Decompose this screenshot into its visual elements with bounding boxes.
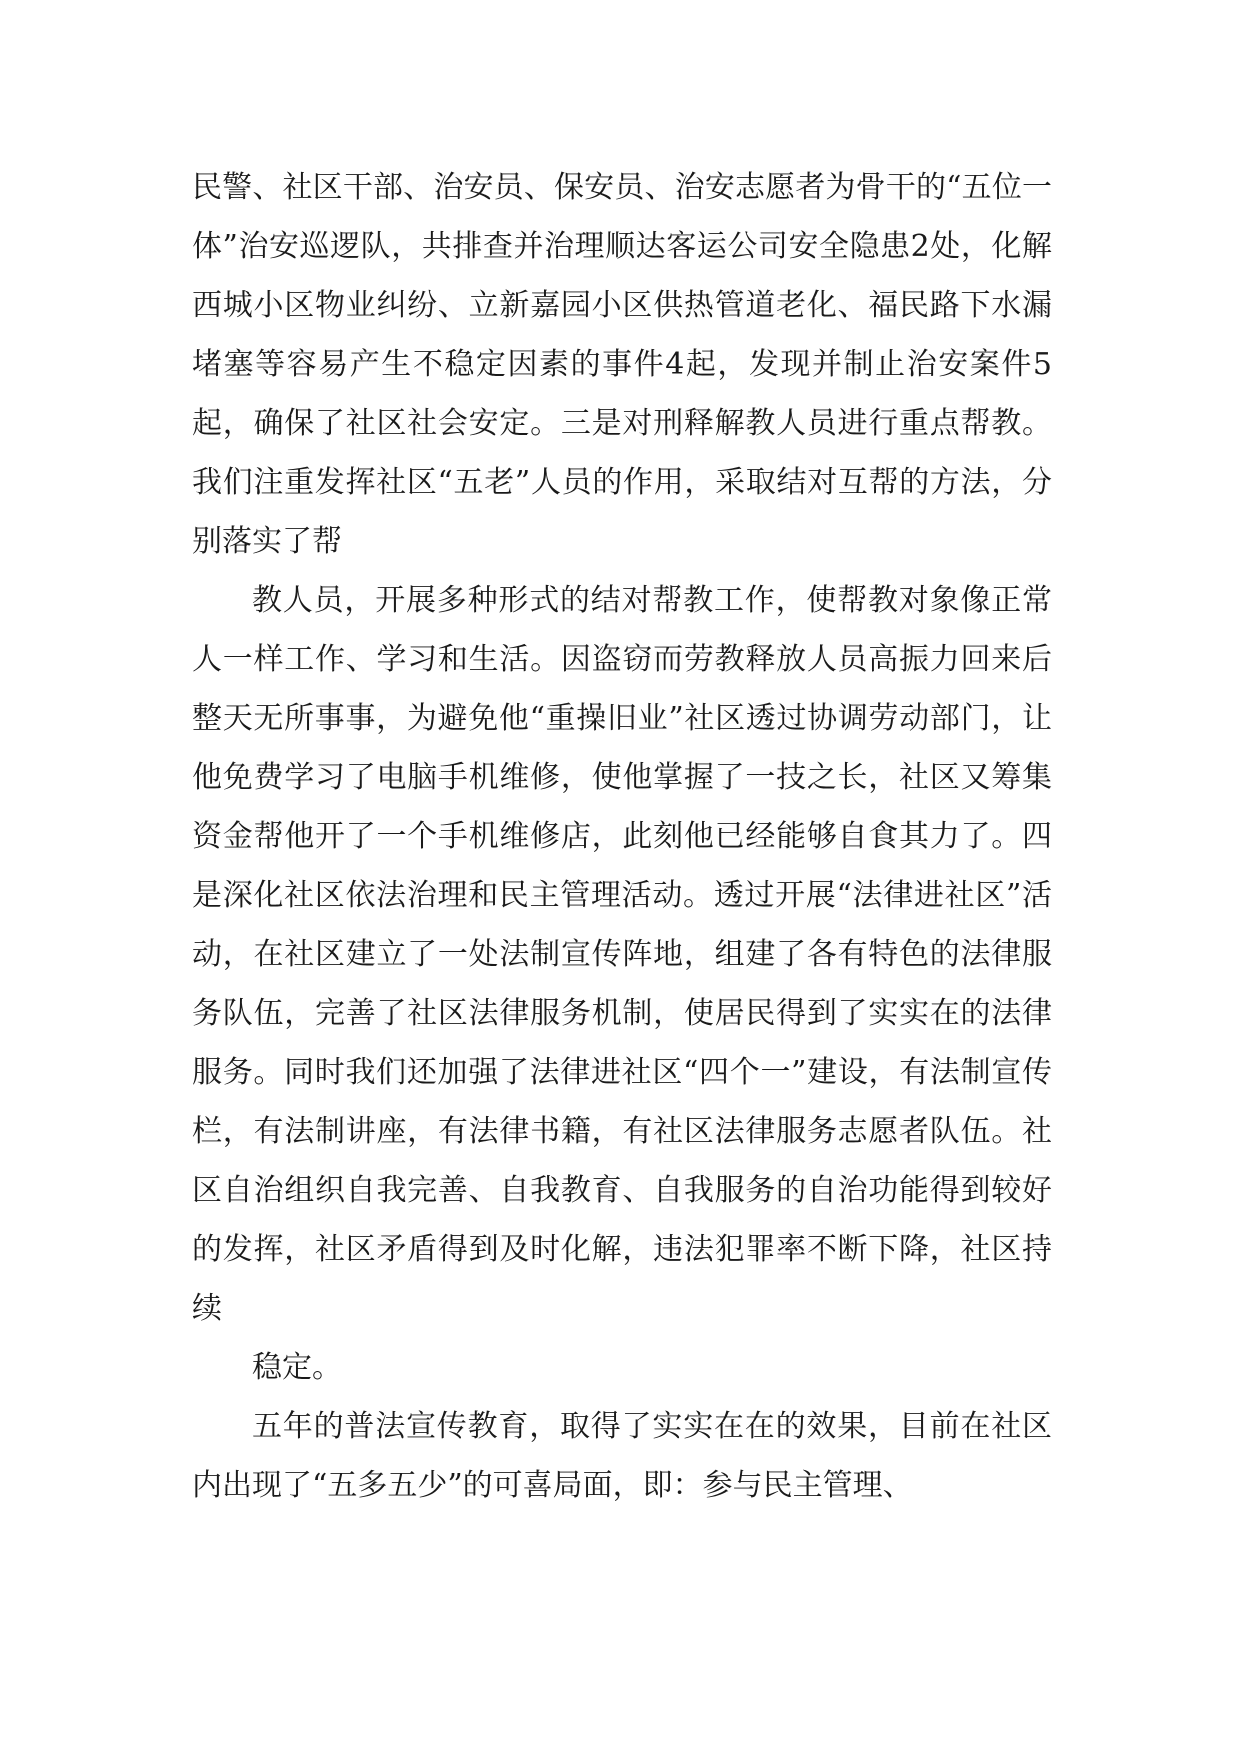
- document-body: [192, 158, 1052, 1515]
- paragraph-4: 五年的普法宣传教育，取得了实实在在的效果，目前在社区内出现了“五多五少”的可喜局面，即：参与民主管理、: [192, 1409, 1052, 1503]
- paragraph-3: 稳定。: [252, 1350, 342, 1385]
- paragraph-1: 民警、社区干部、治安员、保安员、治安志愿者为骨干的“五位一体”治安巡逻队，共排查并治理顺达客运公司安全隐患2处，化解西城小区物业纠纷、立新嘉园小区供热管道老化、福民路下水漏堵塞等容易产生不稳定因素的事件4起，发现并制止治安案件5起，确保了社区社会安定。三是对刑释解教人员进行重点帮教。我们注重发挥社区“五老”人员的作用，采取结对互帮的方法，分别落实了帮: [192, 170, 1052, 559]
- paragraph-2: 教人员，开展多种形式的结对帮教工作，使帮教对象像正常人一样工作、学习和生活。因盗窃而劳教释放人员高振力回来后整天无所事事，为避免他“重操旧业”社区透过协调劳动部门，让他免费学习了电脑手机维修，使他掌握了一技之长，社区又筹集资金帮他开了一个手机维修店，此刻他已经能够自食其力了。四是深化社区依法治理和民主管理活动。透过开展“法律进社区”活动，在社区建立了一处法制宣传阵地，组建了各有特色的法律服务队伍，完善了社区法律服务机制，使居民得到了实实在的法律服务。同时我们还加强了法律进社区“四个一”建设，有法制宣传栏，有法制讲座，有法律书籍，有社区法律服务志愿者队伍。社区自治组织自我完善、自我教育、自我服务的自治功能得到较好的发挥，社区矛盾得到及时化解，违法犯罪率不断下降，社区持续: [192, 583, 1052, 1326]
